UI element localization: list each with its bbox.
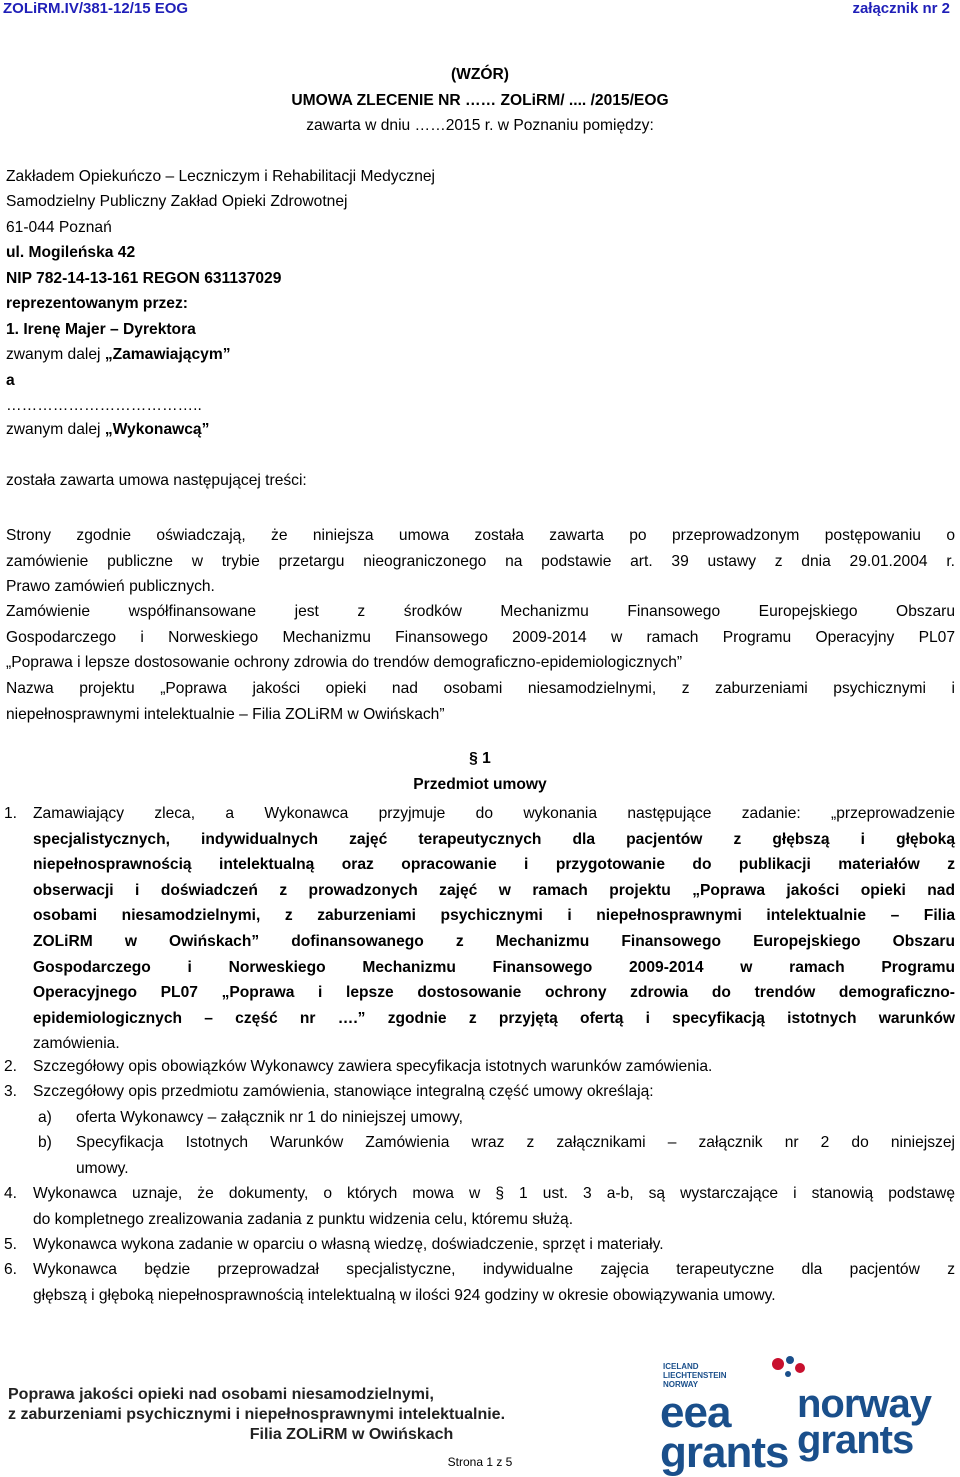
contractor-placeholder: ……………………………….. [6,397,202,414]
party-line: Zakładem Opiekuńczo – Leczniczym i Rehabilitacji Medycznej [6,168,436,185]
list-item-number: 3. [4,1083,18,1100]
party-line: ul. Mogileńska 42 [6,244,136,261]
wykonawca-name: „Wykonawcą” [104,421,210,438]
section-title: Przedmiot umowy [413,776,547,793]
document-header [0,0,960,18]
page-number: Strona 1 z 5 [447,1455,513,1469]
sub-item-letter: b) [38,1134,52,1151]
wykonawca-line: zwanym dalej „Wykonawcą” [6,421,210,438]
section-symbol: § 1 [469,750,491,767]
list-item-number: 4. [4,1185,18,1202]
document-reference: ZOLiRM.IV/381-12/15 EOG [3,0,189,17]
list-item-number: 6. [4,1261,18,1278]
preamble-p3: Nazwa projektu „Poprawa jakości opieki nad osobami niesamodzielnymi, z zaburzeniami psychicznymi i niepełnosprawnymi intelektualnie – Filia ZOLiRM w Owińskach” [6,680,955,723]
attachment-label: załącznik nr 2 [852,0,950,17]
party-line: reprezentowanym przez: [6,295,188,312]
party-line: 1. Irenę Majer – Dyrektora [6,321,196,338]
norway-grants-logo: norway grants [797,1382,932,1462]
list-item-number: 5. [4,1236,18,1253]
title-wzor: (WZÓR) [450,66,510,83]
title-date-place: zawarta w dniu ……2015 r. w Poznaniu pomiędzy: [306,117,654,134]
footer-project-name: Poprawa jakości opieki nad osobami niesamodzielnymi, z zaburzeniami psychicznymi i niepełnosprawnymi intelektualnie. Filia ZOLiRM w Owińskach [8,1386,506,1443]
party-line: 61-044 Poznań [6,219,112,236]
intro-text: została zawarta umowa następującej treści: [6,472,307,489]
preamble-p1: Strony zgodnie oświadczają, że niniejsza umowa została zawarta po przeprowadzonym postępowaniu o zamówienie publiczne w trybie przetargu nieograniczonego na podstawie art. 39 ustawy z dnia 29.01.2004 r. Prawo zamówień publicznych. [6,527,955,596]
zamawiajacy-line: zwanym dalej „Zamawiającym” [6,346,231,363]
list-item-text: Zamawiający zleca, a Wykonawca przyjmuje do wykonania następujące zadanie: „przeprowadzenie specjalistycznych, indywidualnych zajęć terapeutycznych dla pacjentów z głębszą i głęboką niepełnosprawnością intelektualną oraz opracowanie i przygotowanie do publikacji materiałów z obserwacji i doświadczeń z prowadzonych zajęć w ramach projektu „Poprawa jakości opieki nad osobami niesamodzielnymi, z zaburzeniami psychicznymi i niepełnosprawnymi intelektualnie – Filia ZOLiRM w Owińskach” dofinansowanego z Mechanizmu Finansowego Europejskiego Obszaru Gospodarczego i Norweskiego Mechanizmu Finansowego 2009-2014 w ramach Programu Operacyjnego PL07 „Poprawa i lepsze dostosowanie ochrony zdrowia do trendów demograficzno- epidemiologicznych – część nr ….” zgodnie z przyjętą ofertą i specyfikacją istotnych warunków zamówienia. [33,805,955,1053]
list-item-number: 2. [4,1058,18,1075]
zamawiajacy-name: „Zamawiającym” [104,346,231,363]
party-line: NIP 782-14-13-161 REGON 631137029 [6,270,282,287]
party-line: Samodzielny Publiczny Zakład Opieki Zdrowotnej [6,193,348,210]
preamble-p2: Zamówienie współfinansowane jest z środków Mechanizmu Finansowego Europejskiego Obszaru Gospodarczego i Norweskiego Mechanizmu Finansowego 2009-2014 w ramach Programu Operacyjny PL07 „Poprawa i lepsze dostosowanie ochrony zdrowia do trendów demograficzno-epidemiologicznych” [6,603,955,672]
sub-item-letter: a) [38,1109,52,1126]
title-contract: UMOWA ZLECENIE NR …… ZOLiRM/ .... /2015/EOG [291,92,669,109]
and-word: a [6,372,15,389]
list-item-number: 1. [4,805,18,822]
